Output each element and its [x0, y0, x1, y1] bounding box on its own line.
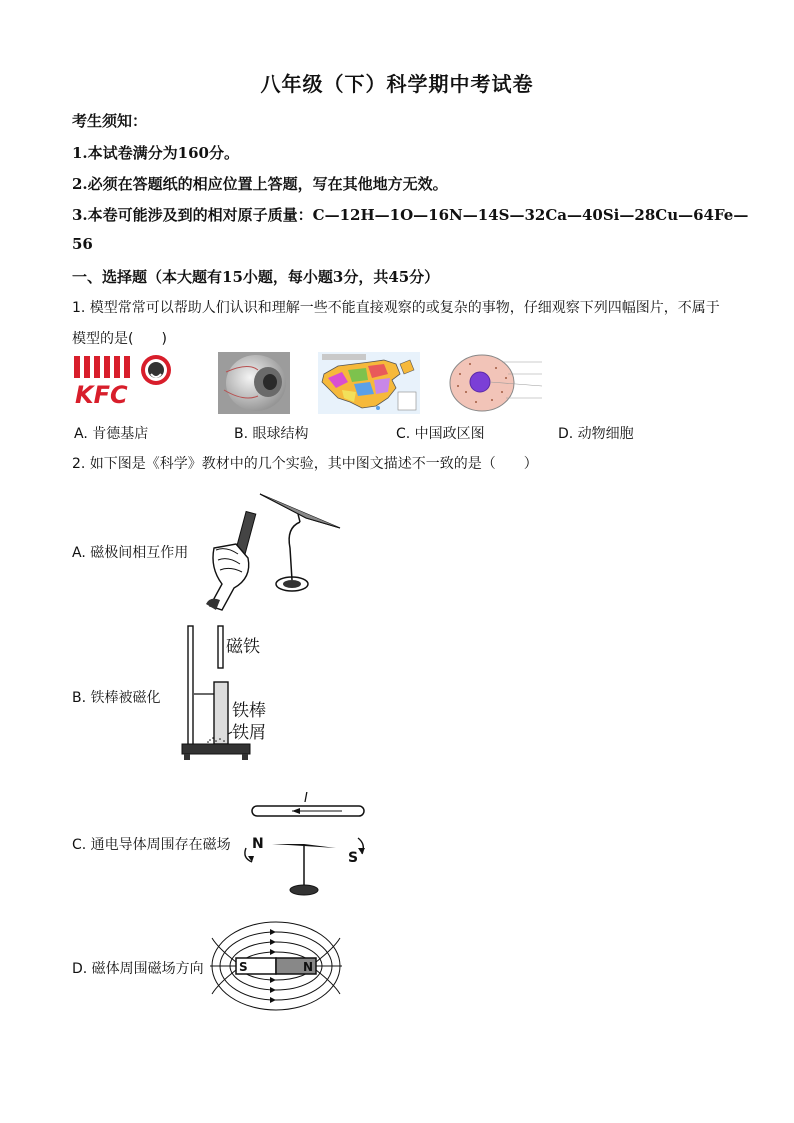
label-south: S [348, 850, 359, 866]
notice-heading: 考生须知： [72, 112, 148, 130]
notice-item-3-cont: 56 [72, 235, 93, 253]
china-map-image [318, 352, 420, 414]
q2-option-a[interactable]: A. 磁极间相互作用 [72, 545, 189, 561]
q1-option-d[interactable]: D. 动物细胞 [558, 426, 634, 442]
page-title: 八年级（下）科学期中考试卷 [260, 72, 534, 96]
label-magnet: 磁铁 [226, 637, 260, 657]
q2-option-c[interactable]: C. 通电导体周围存在磁场 [72, 837, 231, 853]
section-heading: 一、选择题（本大题有15小题，每小题3分，共45分） [72, 268, 440, 286]
animal-cell-image [446, 352, 546, 414]
label-iron-filings: 铁屑 [232, 723, 266, 743]
iron-rod-magnetization-figure [178, 622, 284, 762]
current-conductor-figure [232, 790, 372, 900]
label-magnet-south: S [239, 960, 248, 974]
q1-option-a[interactable]: A. 肯德基店 [74, 426, 149, 442]
notice-item-1: 1.本试卷满分为160分。 [72, 144, 239, 162]
label-magnet-north: N [303, 960, 314, 974]
kfc-logo-text: KFC [75, 381, 128, 408]
q2-option-d[interactable]: D. 磁体周围磁场方向 [72, 961, 204, 977]
q2-option-b[interactable]: B. 铁棒被磁化 [72, 690, 161, 706]
q1-option-c[interactable]: C. 中国政区图 [396, 426, 485, 442]
question-1-line-2: 模型的是( ) [72, 331, 167, 347]
magnet-field-lines-figure [208, 918, 344, 1014]
notice-item-2: 2.必须在答题纸的相应位置上答题，写在其他地方无效。 [72, 175, 448, 193]
q1-option-b[interactable]: B. 眼球结构 [234, 426, 309, 442]
kfc-logo-image [72, 352, 174, 408]
question-2-text: 2. 如下图是《科学》教材中的几个实验，其中图文描述不一致的是（ ） [72, 456, 538, 472]
label-current: I [304, 791, 308, 806]
label-iron-rod: 铁棒 [232, 701, 266, 721]
eyeball-image [218, 352, 290, 414]
notice-item-3: 3.本卷可能涉及到的相对原子质量：C—12H—1O—16N—14S—32Ca—40Si—28Cu—64Fe— [72, 206, 749, 224]
magnet-compass-figure [196, 488, 346, 612]
label-north: N [252, 836, 264, 852]
question-1-line-1: 1. 模型常常可以帮助人们认识和理解一些不能直接观察的或复杂的事物，仔细观察下列四幅图片，不属于 [72, 300, 720, 316]
